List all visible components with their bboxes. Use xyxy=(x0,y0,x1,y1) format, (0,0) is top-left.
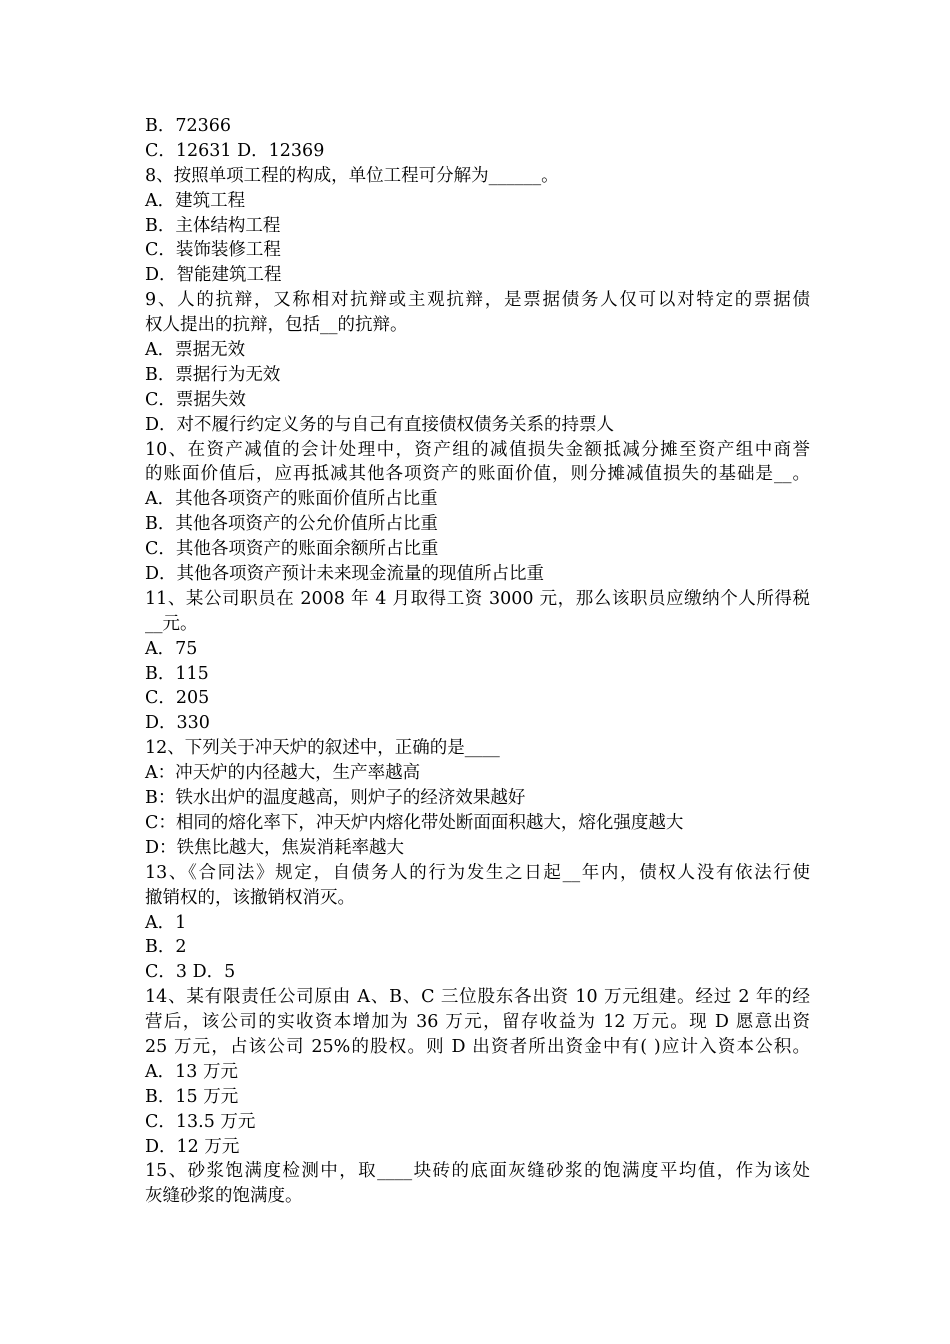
text-line: 12、下列关于冲天炉的叙述中，正确的是____ xyxy=(145,738,500,759)
text-line: D．对不履行约定义务的与自己有直接债权债务关系的持票人 xyxy=(145,414,615,435)
text-line: C．12631 D．12369 xyxy=(145,140,325,161)
text-line: C．205 xyxy=(145,688,210,709)
document-body xyxy=(145,114,810,1209)
text-line: D．12 万元 xyxy=(145,1136,240,1157)
text-line: 营后，该公司的实收资本增加为 36 万元，留存收益为 12 万元。现 D 愿意出资 xyxy=(145,1012,810,1033)
text-line: 25 万元，占该公司 25%的股权。则 D 出资者所出资金中有( )应计入资本公积。 xyxy=(145,1036,810,1057)
text-line: B：铁水出炉的温度越高，则炉子的经济效果越好 xyxy=(145,788,526,809)
text-line: 9、人的抗辩，又称相对抗辩或主观抗辩，是票据债务人仅可以对特定的票据债 xyxy=(145,290,810,311)
text-line: B．其他各项资产的公允价值所占比重 xyxy=(145,514,438,535)
text-line: A：冲天炉的内径越大，生产率越高 xyxy=(145,763,421,784)
text-line: B．2 xyxy=(145,937,187,958)
text-line: B．票据行为无效 xyxy=(145,364,281,385)
text-line: 10、在资产减值的会计处理中，资产组的减值损失金额抵减分摊至资产组中商誉 xyxy=(145,439,810,460)
text-line: A．其他各项资产的账面价值所占比重 xyxy=(145,489,438,510)
text-line: 灰缝砂浆的饱满度。 xyxy=(145,1186,303,1207)
text-line: A．票据无效 xyxy=(145,340,246,361)
text-line: 15、砂浆饱满度检测中，取____块砖的底面灰缝砂浆的饱满度平均值，作为该处 xyxy=(145,1161,810,1182)
text-line: D．330 xyxy=(145,713,210,734)
text-line: D．其他各项资产预计未来现金流量的现值所占比重 xyxy=(145,564,545,585)
text-line: C．票据失效 xyxy=(145,389,246,410)
text-line: 的账面价值后，应再抵减其他各项资产的账面价值，则分摊减值损失的基础是__。 xyxy=(145,464,810,485)
text-line: 11、某公司职员在 2008 年 4 月取得工资 3000 元，那么该职员应缴纳个人所得税 xyxy=(145,588,810,609)
text-line: A．建筑工程 xyxy=(145,190,246,211)
text-line: C．13.5 万元 xyxy=(145,1111,256,1132)
text-line: 8、按照单项工程的构成，单位工程可分解为______。 xyxy=(145,165,559,186)
text-line: A．75 xyxy=(145,638,198,659)
text-line: C．其他各项资产的账面余额所占比重 xyxy=(145,539,439,560)
text-line: C：相同的熔化率下，冲天炉内熔化带处断面面积越大，熔化强度越大 xyxy=(145,812,684,833)
text-line: B．115 xyxy=(145,663,209,684)
text-line: C．3 D．5 xyxy=(145,962,236,983)
text-line: B．72366 xyxy=(145,116,232,136)
text-line: A．13 万元 xyxy=(145,1061,238,1082)
text-line: 撤销权的，该撤销权消灭。 xyxy=(145,887,355,908)
text-line: C．装饰装修工程 xyxy=(145,240,281,261)
text-line: B．15 万元 xyxy=(145,1086,239,1107)
text-line: 权人提出的抗辩，包括__的抗辩。 xyxy=(145,315,408,336)
text-line: 14、某有限责任公司原由 A、B、C 三位股东各出资 10 万元组建。经过 2 年的经 xyxy=(145,987,810,1008)
text-line: A．1 xyxy=(145,912,187,933)
text-line: D．智能建筑工程 xyxy=(145,265,282,286)
text-line: __元。 xyxy=(145,613,198,634)
text-line: B．主体结构工程 xyxy=(145,215,281,236)
text-line: D：铁焦比越大，焦炭消耗率越大 xyxy=(145,837,405,858)
text-line: 13、《合同法》规定，自债务人的行为发生之日起__年内，债权人没有依法行使 xyxy=(145,862,810,883)
